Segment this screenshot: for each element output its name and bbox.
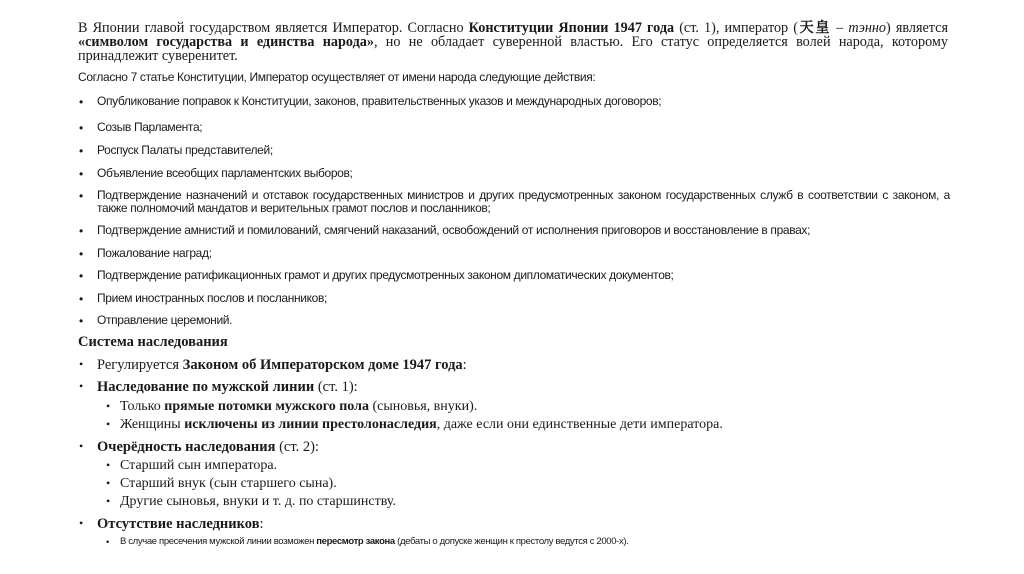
text-segment: – — [831, 20, 849, 36]
action-item: Объявление всеобщих парламентских выборов; — [97, 166, 353, 180]
bullet-icon: • — [79, 516, 84, 530]
text-segment: исключены из линии престолонаследия — [184, 417, 437, 432]
action-item: Отправление церемоний. — [97, 313, 233, 327]
bullet-icon: • — [79, 292, 83, 306]
action-item: Прием иностранных послов и посланников; — [97, 291, 327, 305]
text-segment: (ст. 1): — [314, 379, 358, 395]
text-segment: пересмотр закона — [316, 536, 395, 547]
text-segment: (сыновья, внуки). — [368, 399, 478, 414]
text-segment: (ст. 2): — [275, 439, 319, 455]
bullet-icon: • — [79, 121, 83, 135]
bullet-icon: • — [106, 399, 111, 413]
text-segment: Наследование по мужской линии — [97, 379, 315, 395]
action-item: Созыв Парламента; — [97, 120, 203, 134]
text-segment: Женщины — [120, 417, 185, 432]
text-segment: В Японии главой государством является Император. Согласно — [78, 20, 469, 36]
text-segment: , даже если они единственные дети императора. — [436, 417, 723, 432]
succession-item — [97, 516, 264, 533]
text-segment: (ст. 1), император ( — [674, 20, 798, 36]
action-item: Опубликование поправок к Конституции, законов, правительственных указов и международных договоров; — [97, 94, 662, 108]
succession-subitem — [120, 536, 628, 547]
text-segment: , но не обладает суверенной властью. Его статус определяется волей народа, которому принадлежит суверенитет. — [78, 34, 948, 64]
bullet-icon: • — [106, 458, 111, 472]
text-segment: Конституции Японии 1947 года — [468, 20, 675, 36]
text-segment: Законом об Императорском доме 1947 года — [182, 357, 463, 373]
succession-subitem — [120, 399, 477, 415]
text-segment: В случае пресечения мужской линии возможен — [120, 536, 317, 547]
bullet-icon: • — [79, 189, 83, 203]
text-segment: тэнно — [848, 20, 887, 36]
bullet-icon: • — [106, 476, 111, 490]
text-segment: : — [462, 357, 467, 373]
text-segment: 天皇 — [797, 20, 832, 36]
succession-subitem — [120, 476, 337, 492]
text-segment: Старший сын императора. — [120, 458, 278, 473]
action-item: Роспуск Палаты представителей; — [97, 143, 273, 157]
succession-subitem — [120, 494, 396, 510]
text-segment: Отсутствие наследников — [97, 516, 260, 532]
text-segment: прямые потомки мужского пола — [164, 399, 369, 414]
bullet-icon: • — [79, 269, 83, 283]
text-segment: «символом государства и единства народа» — [78, 34, 374, 50]
action-item: Подтверждение ратификационных грамот и других предусмотренных законом дипломатических документов; — [97, 268, 674, 282]
bullet-icon: • — [79, 167, 83, 181]
succession-subitem — [120, 417, 723, 433]
text-segment: Другие сыновья, внуки и т. д. по старшинству. — [120, 494, 396, 509]
action-item: Подтверждение назначений и отставок государственных министров и других предусмотренных законом государственных служб в соответствии с законом, а также полномочий мандатов и верительных грамот послов и посланников; — [97, 188, 950, 215]
bullet-icon: • — [79, 144, 83, 158]
bullet-icon: • — [79, 224, 83, 238]
bullet-icon: • — [79, 357, 84, 371]
succession-subitem — [120, 458, 277, 474]
bullet-icon: • — [106, 537, 109, 548]
action-item: Пожалование наград; — [97, 246, 212, 260]
text-segment: ) является — [886, 20, 948, 36]
text-segment: Только — [120, 399, 165, 414]
text-segment: : — [259, 516, 264, 532]
succession-item — [97, 379, 358, 396]
bullet-icon: • — [106, 417, 111, 431]
bullet-icon: • — [79, 247, 83, 261]
text-segment: Регулируется — [97, 357, 183, 373]
text-segment: (дебаты о допуске женщин к престолу ведутся с 2000-х). — [394, 536, 629, 547]
succession-item — [97, 439, 319, 456]
bullet-icon: • — [79, 439, 84, 453]
succession-item — [97, 357, 467, 374]
bullet-icon: • — [106, 494, 111, 508]
bullet-icon: • — [79, 95, 83, 109]
succession-heading: Система наследования — [78, 334, 228, 350]
article-7-lead: Согласно 7 статье Конституции, Император осуществляет от имени народа следующие действия: — [78, 70, 596, 84]
intro-paragraph — [78, 21, 948, 63]
text-segment: Очерёдность наследования — [97, 439, 276, 455]
text-segment: Старший внук (сын старшего сына). — [120, 476, 337, 491]
bullet-icon: • — [79, 314, 83, 328]
action-item: Подтверждение амнистий и помилований, смягчений наказаний, освобождений от исполнения приговоров и восстановление в правах; — [97, 223, 811, 237]
bullet-icon: • — [79, 379, 84, 393]
